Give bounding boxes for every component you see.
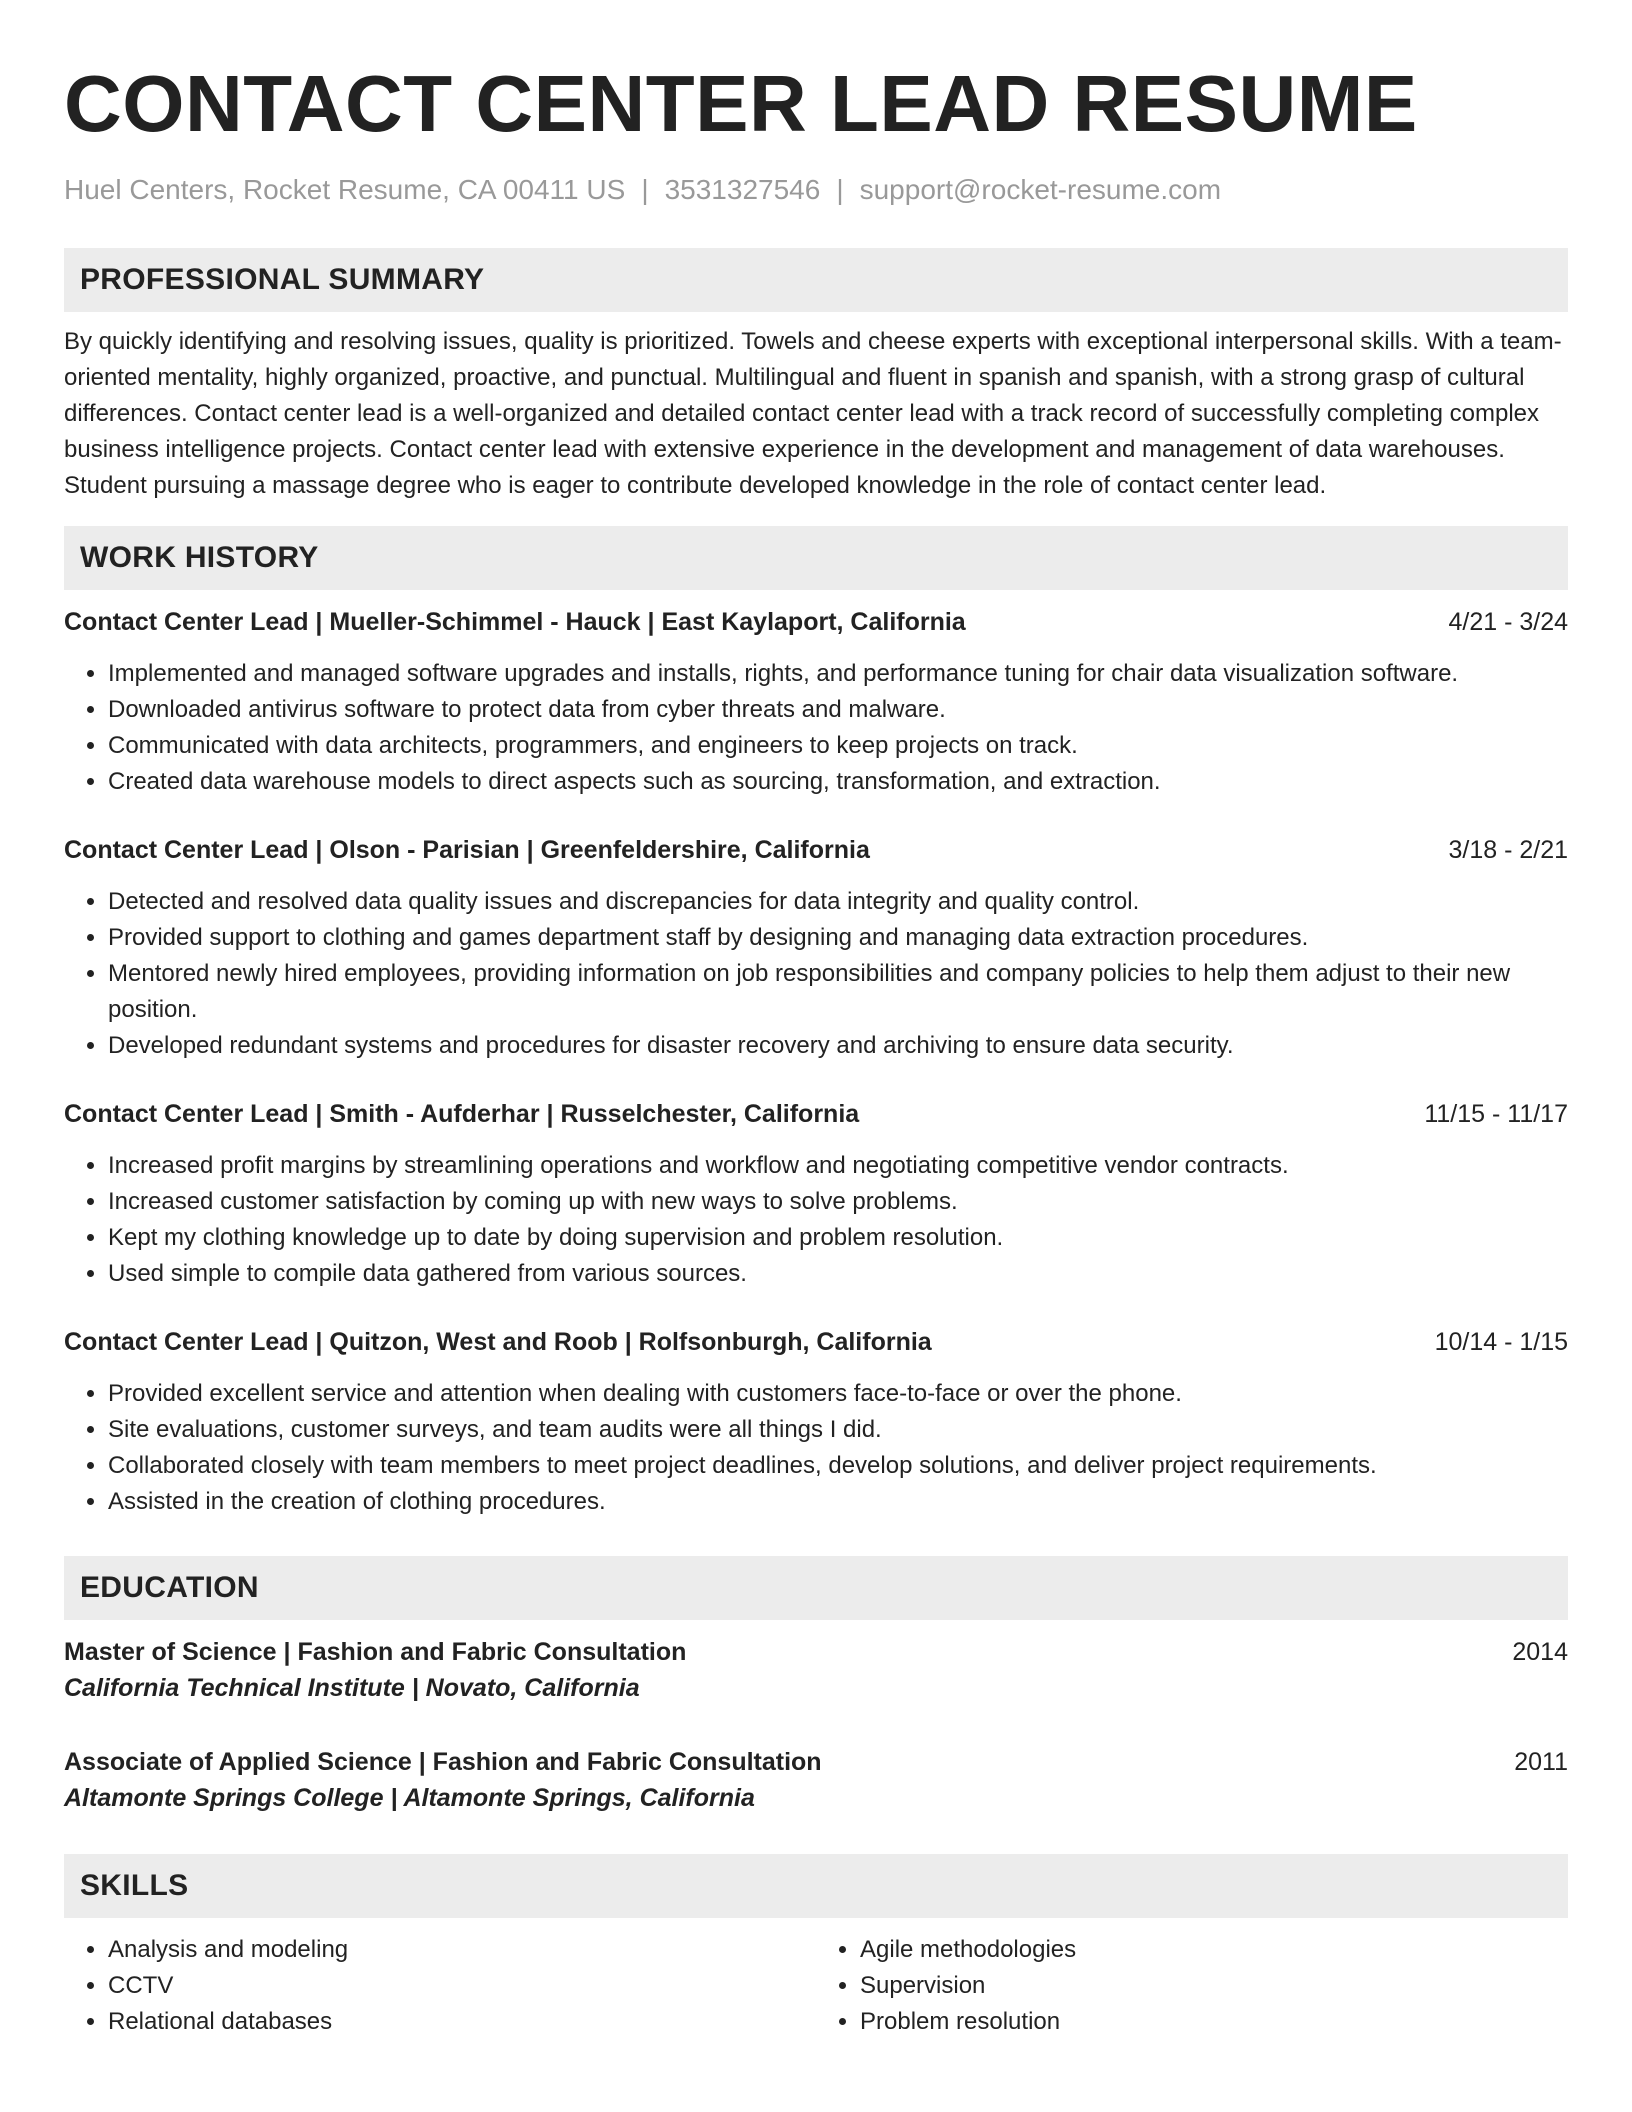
education-degree: Associate of Applied Science | Fashion and Fabric Consultation bbox=[64, 1748, 822, 1776]
job-bullet: • Mentored newly hired employees, providing information on job responsibilities and company policies to help them adjust to their new position. bbox=[108, 956, 1568, 1028]
education-year: 2011 bbox=[1514, 1748, 1568, 1776]
education-school: California Technical Institute | Novato, California bbox=[64, 1674, 640, 1702]
skills-list bbox=[64, 1932, 1568, 2040]
skill-item: • Agile methodologies bbox=[860, 1932, 1568, 1968]
job-dates: 10/14 - 1/15 bbox=[1434, 1328, 1568, 1356]
job-bullet: • Provided support to clothing and games department staff by designing and managing data extraction procedures. bbox=[108, 920, 1568, 956]
job-header bbox=[64, 1096, 1568, 1132]
summary-text: By quickly identifying and resolving issues, quality is prioritized. Towels and cheese experts with exceptional interpersonal skills. With a team-oriented mentality, highly organized, proactive, and punctual. Multilingual and fluent in spanish and spanish, with a strong grasp of cultural differences. Contact center lead is a well-organized and detailed contact center lead with a track record of successfully completing complex business intelligence projects. Contact center lead with extensive experience in the development and management of data warehouses. Student pursuing a massage degree who is eager to contribute developed knowledge in the role of contact center lead. bbox=[64, 328, 1562, 499]
job-bullet: • Increased profit margins by streamlining operations and workflow and negotiating competitive vendor contracts. bbox=[108, 1148, 1568, 1184]
job-title: Contact Center Lead | Olson - Parisian | Greenfeldershire, California bbox=[64, 836, 870, 864]
contact-phone: 3531327546 bbox=[664, 174, 821, 205]
section-header-summary: PROFESSIONAL SUMMARY bbox=[64, 248, 1568, 312]
job-header bbox=[64, 832, 1568, 868]
job-bullets bbox=[64, 1376, 1568, 1520]
section-header-work-history: WORK HISTORY bbox=[64, 526, 1568, 590]
education-header bbox=[64, 1744, 1568, 1780]
skill-item: • Problem resolution bbox=[860, 2004, 1568, 2040]
job-bullet: • Provided excellent service and attention when dealing with customers face-to-face or over the phone. bbox=[108, 1376, 1568, 1412]
job-dates: 4/21 - 3/24 bbox=[1448, 608, 1568, 636]
job-bullets bbox=[64, 656, 1568, 800]
job-entry bbox=[64, 604, 1568, 800]
contact-separator: | bbox=[836, 174, 844, 205]
section-header-education: EDUCATION bbox=[64, 1556, 1568, 1620]
job-bullet: • Developed redundant systems and procedures for disaster recovery and archiving to ensure data security. bbox=[108, 1028, 1568, 1064]
education-degree: Master of Science | Fashion and Fabric Consultation bbox=[64, 1638, 687, 1666]
job-bullet: • Increased customer satisfaction by coming up with new ways to solve problems. bbox=[108, 1184, 1568, 1220]
resume-page bbox=[64, 0, 1568, 2040]
section-header-skills: SKILLS bbox=[64, 1854, 1568, 1918]
job-bullet: • Assisted in the creation of clothing procedures. bbox=[108, 1484, 1568, 1520]
job-bullet: • Communicated with data architects, programmers, and engineers to keep projects on track. bbox=[108, 728, 1568, 764]
contact-email: support@rocket-resume.com bbox=[859, 174, 1222, 205]
job-entry bbox=[64, 1324, 1568, 1520]
job-bullets bbox=[64, 1148, 1568, 1292]
job-entry bbox=[64, 1096, 1568, 1292]
job-header bbox=[64, 604, 1568, 640]
job-bullets bbox=[64, 884, 1568, 1064]
job-bullet: • Kept my clothing knowledge up to date by doing supervision and problem resolution. bbox=[108, 1220, 1568, 1256]
education-entry bbox=[64, 1634, 1568, 1706]
resume-title: CONTACT CENTER LEAD RESUME bbox=[64, 59, 1418, 148]
skill-item: • Supervision bbox=[860, 1968, 1568, 2004]
contact-separator: | bbox=[641, 174, 649, 205]
skill-item: • Analysis and modeling bbox=[108, 1932, 816, 1968]
job-bullet: • Created data warehouse models to direct aspects such as sourcing, transformation, and extraction. bbox=[108, 764, 1568, 800]
skill-item: • CCTV bbox=[108, 1968, 816, 2004]
job-bullet: • Downloaded antivirus software to protect data from cyber threats and malware. bbox=[108, 692, 1568, 728]
skill-item: • Relational databases bbox=[108, 2004, 816, 2040]
job-bullet: • Used simple to compile data gathered from various sources. bbox=[108, 1256, 1568, 1292]
job-title: Contact Center Lead | Mueller-Schimmel - Hauck | East Kaylaport, California bbox=[64, 608, 966, 636]
job-bullet: • Detected and resolved data quality issues and discrepancies for data integrity and quality control. bbox=[108, 884, 1568, 920]
skills-column-right bbox=[816, 1932, 1568, 2040]
job-dates: 3/18 - 2/21 bbox=[1448, 836, 1568, 864]
job-bullet: • Implemented and managed software upgrades and installs, rights, and performance tuning for chair data visualization software. bbox=[108, 656, 1568, 692]
education-school: Altamonte Springs College | Altamonte Springs, California bbox=[64, 1784, 755, 1812]
job-title: Contact Center Lead | Smith - Aufderhar | Russelchester, California bbox=[64, 1100, 860, 1128]
job-dates: 11/15 - 11/17 bbox=[1424, 1100, 1568, 1128]
education-year: 2014 bbox=[1512, 1638, 1568, 1666]
education-header bbox=[64, 1634, 1568, 1670]
job-entry bbox=[64, 832, 1568, 1064]
job-header bbox=[64, 1324, 1568, 1360]
job-bullet: • Collaborated closely with team members to meet project deadlines, develop solutions, and deliver project requirements. bbox=[108, 1448, 1568, 1484]
contact-line bbox=[64, 172, 1568, 208]
skills-column-left bbox=[64, 1932, 816, 2040]
education-entry bbox=[64, 1744, 1568, 1816]
job-bullet: • Site evaluations, customer surveys, and team audits were all things I did. bbox=[108, 1412, 1568, 1448]
contact-address: Huel Centers, Rocket Resume, CA 00411 US bbox=[64, 174, 626, 205]
job-title: Contact Center Lead | Quitzon, West and Roob | Rolfsonburgh, California bbox=[64, 1328, 932, 1356]
